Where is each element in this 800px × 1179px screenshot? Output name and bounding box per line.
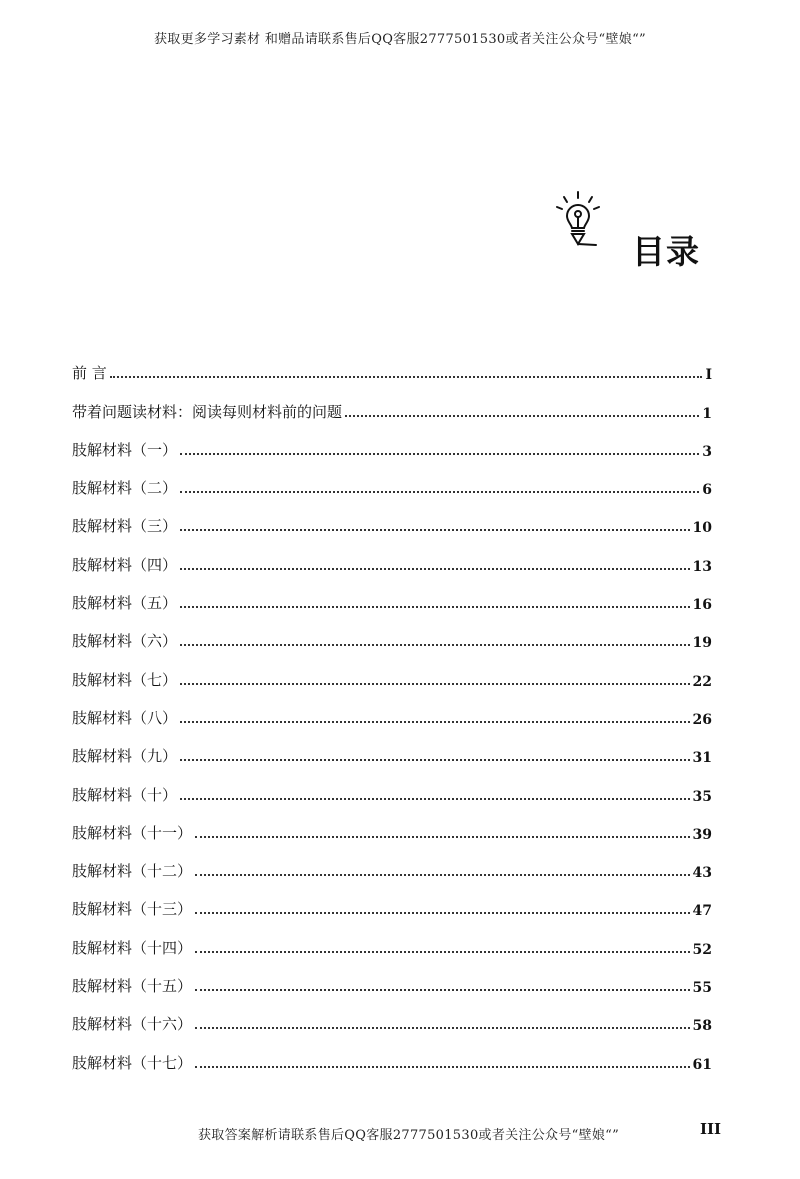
toc-entry-label: 肢解材料（十三） xyxy=(72,900,193,919)
toc-entry-label: 肢解材料（十一） xyxy=(72,823,193,842)
toc-entry-label: 肢解材料（十四） xyxy=(72,938,193,957)
toc-entry[interactable] xyxy=(72,728,712,766)
toc-entry[interactable] xyxy=(72,383,712,421)
toc-entry[interactable] xyxy=(72,996,712,1034)
toc-entry[interactable] xyxy=(72,536,712,574)
toc-dot-leader xyxy=(180,529,690,531)
toc-entry-page: 43 xyxy=(692,865,712,882)
lightbulb-pencil-icon xyxy=(552,190,604,252)
toc-entry-label: 肢解材料（十五） xyxy=(72,977,193,996)
toc-entry[interactable] xyxy=(72,498,712,536)
toc-dot-leader xyxy=(195,1066,690,1068)
toc-entry-label: 肢解材料（六） xyxy=(72,632,178,651)
toc-entry[interactable] xyxy=(72,460,712,498)
toc-entry-label: 肢解材料（十二） xyxy=(72,862,193,881)
toc-entry-page: 52 xyxy=(692,941,712,958)
toc-dot-leader xyxy=(195,989,690,991)
toc-entry-page: 19 xyxy=(692,635,712,652)
toc-dot-leader xyxy=(195,836,690,838)
toc-dot-leader xyxy=(195,951,690,953)
toc-entry-label: 肢解材料（十七） xyxy=(72,1053,193,1072)
toc-dot-leader xyxy=(195,912,690,914)
toc-entry[interactable] xyxy=(72,575,712,613)
toc-entry-label: 肢解材料（七） xyxy=(72,670,178,689)
toc-entry-label: 带着问题读材料：阅读每则材料前的问题 xyxy=(72,402,343,421)
toc-entry-page: 22 xyxy=(692,673,712,690)
toc-entry-page: 13 xyxy=(692,558,712,575)
toc-entry-label: 肢解材料（十六） xyxy=(72,1015,193,1034)
table-of-contents xyxy=(72,345,712,1073)
toc-entry[interactable] xyxy=(72,651,712,689)
toc-entry-page: 26 xyxy=(692,711,712,728)
toc-entry-page: 10 xyxy=(692,520,712,537)
toc-dot-leader xyxy=(180,568,690,570)
header-note: 获取更多学习素材 和赠品请联系售后QQ客服2777501530或者关注公众号“壁娘“” xyxy=(154,32,646,47)
toc-entry[interactable] xyxy=(72,919,712,957)
toc-dot-leader xyxy=(180,798,690,800)
toc-entry[interactable] xyxy=(72,422,712,460)
toc-entry-label: 肢解材料（四） xyxy=(72,555,178,574)
toc-dot-leader xyxy=(180,721,690,723)
toc-entry[interactable] xyxy=(72,881,712,919)
toc-entry[interactable] xyxy=(72,613,712,651)
toc-entry-label: 肢解材料（十） xyxy=(72,785,178,804)
toc-entry-page: 31 xyxy=(692,750,712,767)
page-number: III xyxy=(700,1120,722,1138)
toc-dot-leader xyxy=(345,415,699,417)
toc-dot-leader xyxy=(180,453,699,455)
toc-dot-leader xyxy=(180,606,690,608)
toc-dot-leader xyxy=(180,683,690,685)
toc-entry[interactable] xyxy=(72,843,712,881)
toc-entry-label: 肢解材料（九） xyxy=(72,747,178,766)
toc-entry-label: 前 言 xyxy=(72,364,107,383)
toc-entry-page: 39 xyxy=(692,826,712,843)
footer-note: 获取答案解析请联系售后QQ客服2777501530或者关注公众号“壁娘“” xyxy=(198,1128,620,1143)
toc-entry-page: 55 xyxy=(692,980,712,997)
toc-entry-page: I xyxy=(705,367,712,384)
title-block xyxy=(552,190,722,270)
toc-entry-page: 58 xyxy=(692,1018,712,1035)
toc-dot-leader xyxy=(110,376,703,378)
toc-entry-page: 47 xyxy=(692,903,712,920)
toc-entry-page: 35 xyxy=(692,788,712,805)
toc-dot-leader xyxy=(180,491,699,493)
toc-entry[interactable] xyxy=(72,1034,712,1072)
toc-entry-page: 1 xyxy=(702,405,712,422)
toc-entry-label: 肢解材料（五） xyxy=(72,594,178,613)
toc-entry[interactable] xyxy=(72,766,712,804)
toc-entry-label: 肢解材料（三） xyxy=(72,517,178,536)
toc-entry-page: 16 xyxy=(692,597,712,614)
page-title: 目录 xyxy=(632,232,700,271)
toc-entry-page: 3 xyxy=(702,443,712,460)
toc-entry-page: 6 xyxy=(702,482,712,499)
toc-entry[interactable] xyxy=(72,690,712,728)
toc-entry[interactable] xyxy=(72,805,712,843)
toc-entry[interactable] xyxy=(72,958,712,996)
toc-entry-label: 肢解材料（八） xyxy=(72,708,178,727)
toc-entry-label: 肢解材料（二） xyxy=(72,479,178,498)
toc-entry-label: 肢解材料（一） xyxy=(72,440,178,459)
toc-dot-leader xyxy=(180,644,690,646)
toc-dot-leader xyxy=(195,1027,690,1029)
toc-dot-leader xyxy=(195,874,690,876)
toc-entry-page: 61 xyxy=(692,1056,712,1073)
toc-entry[interactable] xyxy=(72,345,712,383)
toc-dot-leader xyxy=(180,759,690,761)
